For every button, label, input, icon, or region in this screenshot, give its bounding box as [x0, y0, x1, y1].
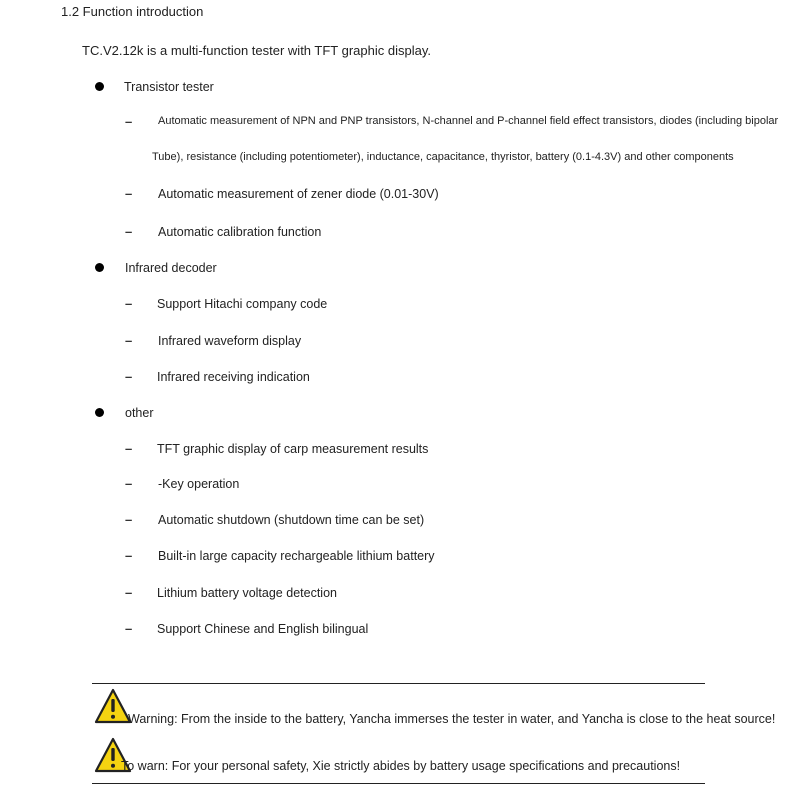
- list-item: Support Hitachi company code: [157, 297, 328, 311]
- dash-marker: –: [125, 296, 133, 311]
- list-item: Automatic measurement of NPN and PNP transistors, N-channel and P-channel field effect transistors, diodes (including bipolar: [158, 115, 779, 127]
- bullet-dot: [95, 408, 104, 417]
- warning-triangle-icon: [94, 688, 132, 724]
- dash-marker: –: [125, 512, 133, 527]
- dash-marker: –: [125, 548, 133, 563]
- dash-marker: –: [125, 186, 133, 201]
- warning-bottom-rule: [92, 783, 705, 784]
- list-item: Automatic shutdown (shutdown time can be set): [158, 513, 425, 527]
- group-label-transistor-tester: Transistor tester: [124, 80, 214, 94]
- list-item: Built-in large capacity rechargeable lithium battery: [158, 549, 435, 563]
- list-item: Lithium battery voltage detection: [157, 586, 337, 600]
- dash-marker: –: [125, 369, 133, 384]
- dash-marker: –: [125, 333, 133, 348]
- group-label-infrared-decoder: Infrared decoder: [125, 261, 217, 275]
- list-item: Automatic calibration function: [158, 225, 322, 239]
- list-item: Infrared receiving indication: [157, 370, 310, 384]
- warning-text: To warn: For your personal safety, Xie strictly abides by battery usage specifications and precautions!: [121, 759, 681, 773]
- section-heading: 1.2 Function introduction: [61, 4, 204, 19]
- dash-marker: –: [125, 441, 133, 456]
- dash-marker: –: [125, 224, 133, 239]
- bullet-dot: [95, 82, 104, 91]
- group-label-other: other: [125, 406, 154, 420]
- list-item-continuation: Tube), resistance (including potentiometer), inductance, capacitance, thyristor, battery (0.1-4.3V) and other components: [152, 151, 734, 163]
- warning-top-rule: [92, 683, 705, 684]
- dash-marker: –: [125, 621, 133, 636]
- dash-marker: –: [125, 585, 133, 600]
- intro-paragraph: TC.V2.12k is a multi-function tester with TFT graphic display.: [82, 43, 431, 58]
- list-item: Automatic measurement of zener diode (0.01-30V): [158, 187, 439, 201]
- list-item: Support Chinese and English bilingual: [157, 622, 369, 636]
- dash-marker: –: [125, 114, 133, 129]
- list-item: TFT graphic display of carp measurement results: [157, 442, 429, 456]
- bullet-dot: [95, 263, 104, 272]
- list-item: Infrared waveform display: [158, 334, 302, 348]
- warning-text: Warning: From the inside to the battery, Yancha immerses the tester in water, and Yancha is close to the heat source!: [128, 712, 776, 726]
- dash-marker: –: [125, 476, 133, 491]
- list-item: -Key operation: [158, 477, 240, 491]
